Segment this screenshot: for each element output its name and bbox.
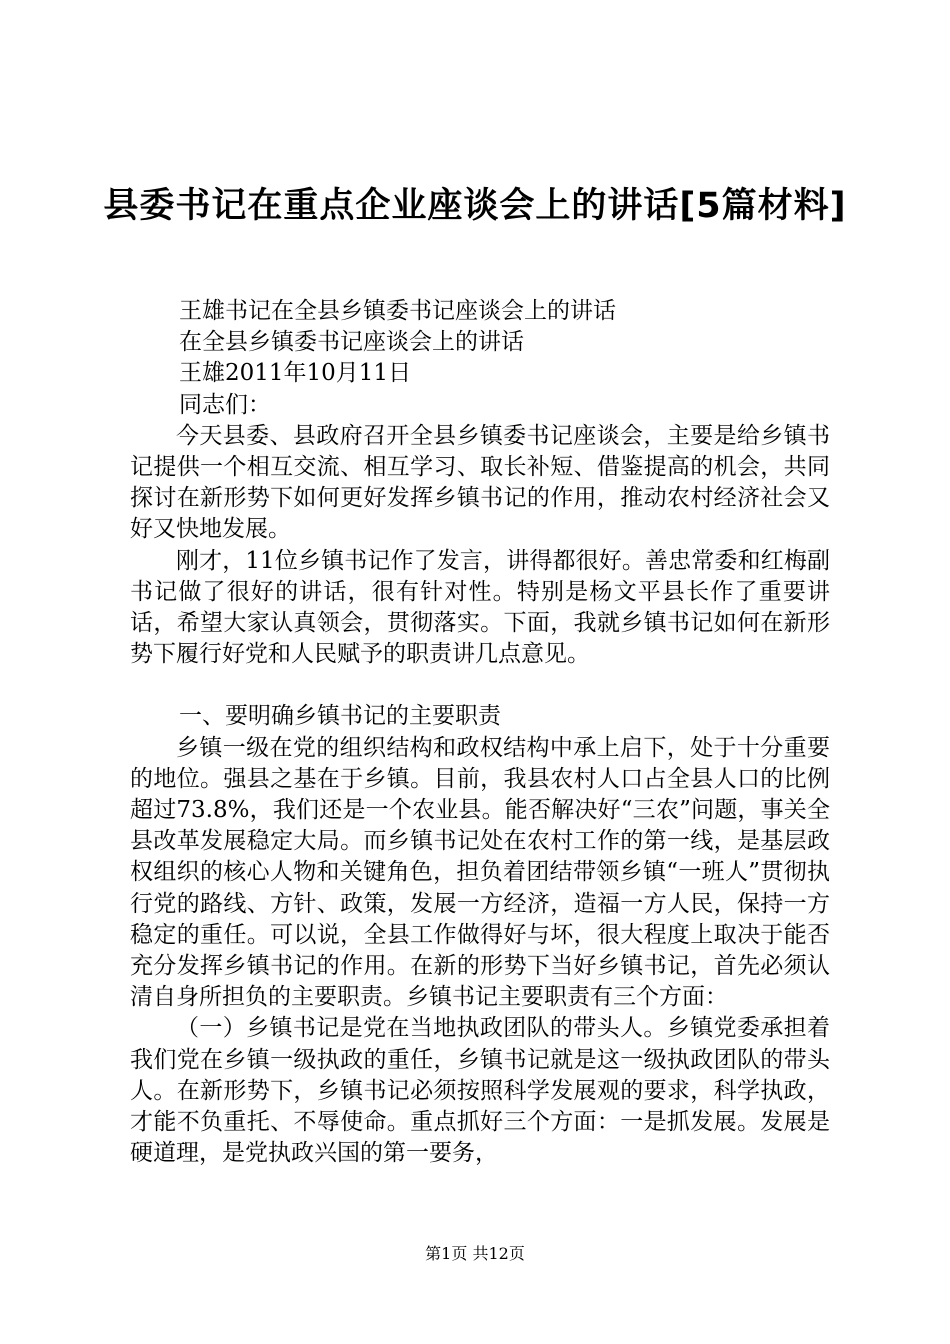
paragraph-remarks: 刚才，11位乡镇书记作了发言，讲得都很好。善忠常委和红梅副书记做了很好的讲话，很有针对性。特别是杨文平县长作了重要讲话，希望大家认真领会，贯彻落实。下面，我就乡镇书记如何在新形势下履行好党和人民赋予的职责讲几点意见。: [130, 547, 830, 668]
byline: 王雄2011年10月11日: [179, 360, 412, 387]
section-heading: 一、要明确乡镇书记的主要职责: [179, 703, 501, 730]
speech-subheading: 在全县乡镇委书记座谈会上的讲话: [179, 329, 524, 356]
page-total: 共12页: [472, 1244, 525, 1263]
salutation: 同志们：: [179, 391, 271, 418]
paragraph-leader: （一）乡镇书记是党在当地执政团队的带头人。乡镇党委承担着我们党在乡镇一级执政的重任，乡镇书记就是这一级执政团队的带头人。在新形势下，乡镇书记必须按照科学发展观的要求，科学执政，才能不负重托、不辱使命。重点抓好三个方面：一是抓发展。发展是硬道理，是党执政兴国的第一要务，: [130, 1015, 830, 1167]
document-title: 县委书记在重点企业座谈会上的讲话[5篇材料]: [103, 186, 847, 226]
page-number: 第1页: [425, 1244, 468, 1263]
paragraph-spacer: [130, 670, 830, 701]
document-body: [130, 296, 830, 1169]
paragraph-duties: 乡镇一级在党的组织结构和政权结构中承上启下，处于十分重要的地位。强县之基在于乡镇。目前，我县农村人口占全县人口的比例超过73.8%，我们还是一个农业县。能否解决好“三农”问题，事关全县改革发展稳定大局。而乡镇书记处在农村工作的第一线，是基层政权组织的核心人物和关键角色，担负着团结带领乡镇“一班人”贯彻执行党的路线、方针、政策，发展一方经济，造福一方人民，保持一方稳定的重任。可以说，全县工作做得好与坏，很大程度上取决于能否充分发挥乡镇书记的作用。在新的形势下当好乡镇书记，首先必须认清自身所担负的主要职责。乡镇书记主要职责有三个方面：: [130, 734, 830, 1011]
speech-heading: 王雄书记在全县乡镇委书记座谈会上的讲话: [179, 298, 616, 324]
page-footer: [0, 1243, 950, 1265]
paragraph-intro: 今天县委、县政府召开全县乡镇委书记座谈会，主要是给乡镇书记提供一个相互交流、相互学习、取长补短、借鉴提高的机会，共同探讨在新形势下如何更好发挥乡镇书记的作用，推动农村经济社会又好又快地发展。: [130, 422, 830, 543]
